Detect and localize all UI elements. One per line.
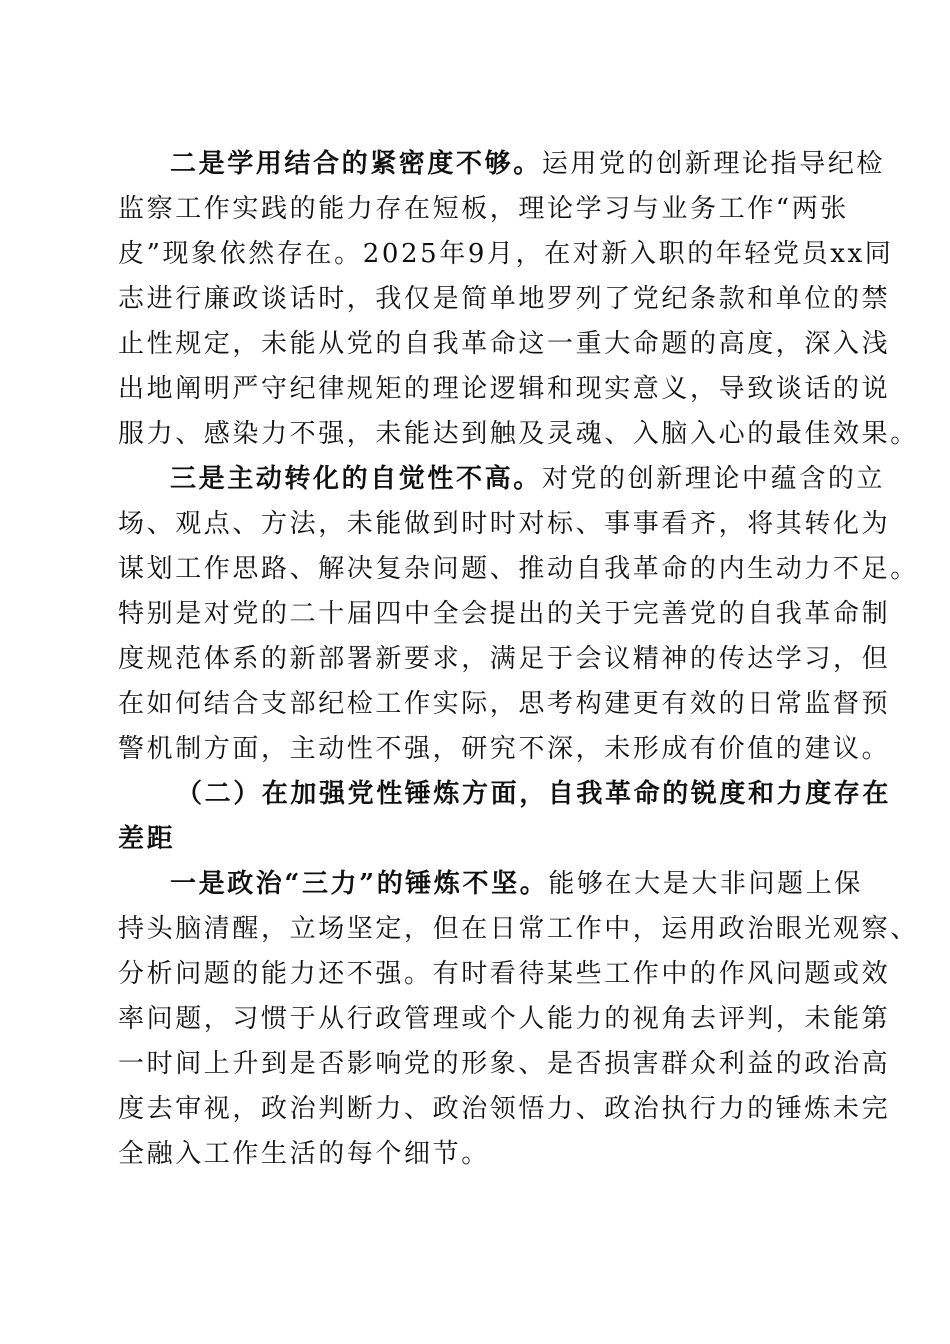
paragraph-text: 运用党的创新理论指导纪检: [541, 149, 886, 179]
paragraph-line: 谋划工作思路、解决复杂问题、推动自我革命的内生动力不足。: [118, 554, 919, 584]
paragraph-line: [170, 866, 890, 902]
paragraph-line: [170, 146, 890, 182]
paragraph-lead: 二是学用结合的紧密度不够。: [170, 149, 542, 179]
paragraph-line: [170, 461, 890, 497]
paragraph-line: 度规范体系的新部署新要求，满足于会议精神的传达学习，但: [118, 644, 891, 674]
paragraph-line: 服力、感染力不强，未能达到触及灵魂、入脑入心的最佳效果。: [118, 419, 919, 449]
paragraph-text: 能够在大是大非问题上保: [548, 869, 863, 899]
paragraph-lead: 一是政治“三力”的锤炼不坚。: [170, 869, 549, 899]
paragraph-line: 在如何结合支部纪检工作实际，思考构建更有效的日常监督预: [118, 689, 891, 719]
paragraph-text: 对党的创新理论中蕴含的立: [541, 464, 886, 494]
paragraph-line: 皮”现象依然存在。2025年9月，在对新入职的年轻党员xx同: [118, 239, 894, 269]
paragraph-line: 分析问题的能力还不强。有时看待某些工作中的作风问题或效: [118, 959, 891, 989]
paragraph-line: 率问题，习惯于从行政管理或个人能力的视角去评判，未能第: [118, 1004, 891, 1034]
paragraph-line: 志进行廉政谈话时，我仅是简单地罗列了党纪条款和单位的禁: [118, 284, 891, 314]
paragraph-line: 全融入工作生活的每个细节。: [118, 1139, 490, 1169]
paragraph-lead: 三是主动转化的自觉性不高。: [170, 464, 542, 494]
section-heading-continued: 差距: [118, 824, 176, 854]
section-heading: （二）在加强党性锤炼方面，自我革命的锐度和力度存在: [176, 779, 892, 809]
paragraph-line: 警机制方面，主动性不强，研究不深，未形成有价值的建议。: [118, 734, 891, 764]
paragraph-line: 止性规定，未能从党的自我革命这一重大命题的高度，深入浅: [118, 329, 891, 359]
paragraph-line: 持头脑清醒，立场坚定，但在日常工作中，运用政治眼光观察、: [118, 914, 919, 944]
paragraph-line: 出地阐明严守纪律规矩的理论逻辑和现实意义，导致谈话的说: [118, 374, 891, 404]
paragraph-line: 场、观点、方法，未能做到时时对标、事事看齐，将其转化为: [118, 509, 891, 539]
paragraph-line: 特别是对党的二十届四中全会提出的关于完善党的自我革命制: [118, 599, 891, 629]
paragraph-line: 度去审视，政治判断力、政治领悟力、政治执行力的锤炼未完: [118, 1094, 891, 1124]
paragraph-line: 监察工作实践的能力存在短板，理论学习与业务工作“两张: [118, 194, 849, 224]
paragraph-line: 一时间上升到是否影响党的形象、是否损害群众利益的政治高: [118, 1049, 891, 1079]
